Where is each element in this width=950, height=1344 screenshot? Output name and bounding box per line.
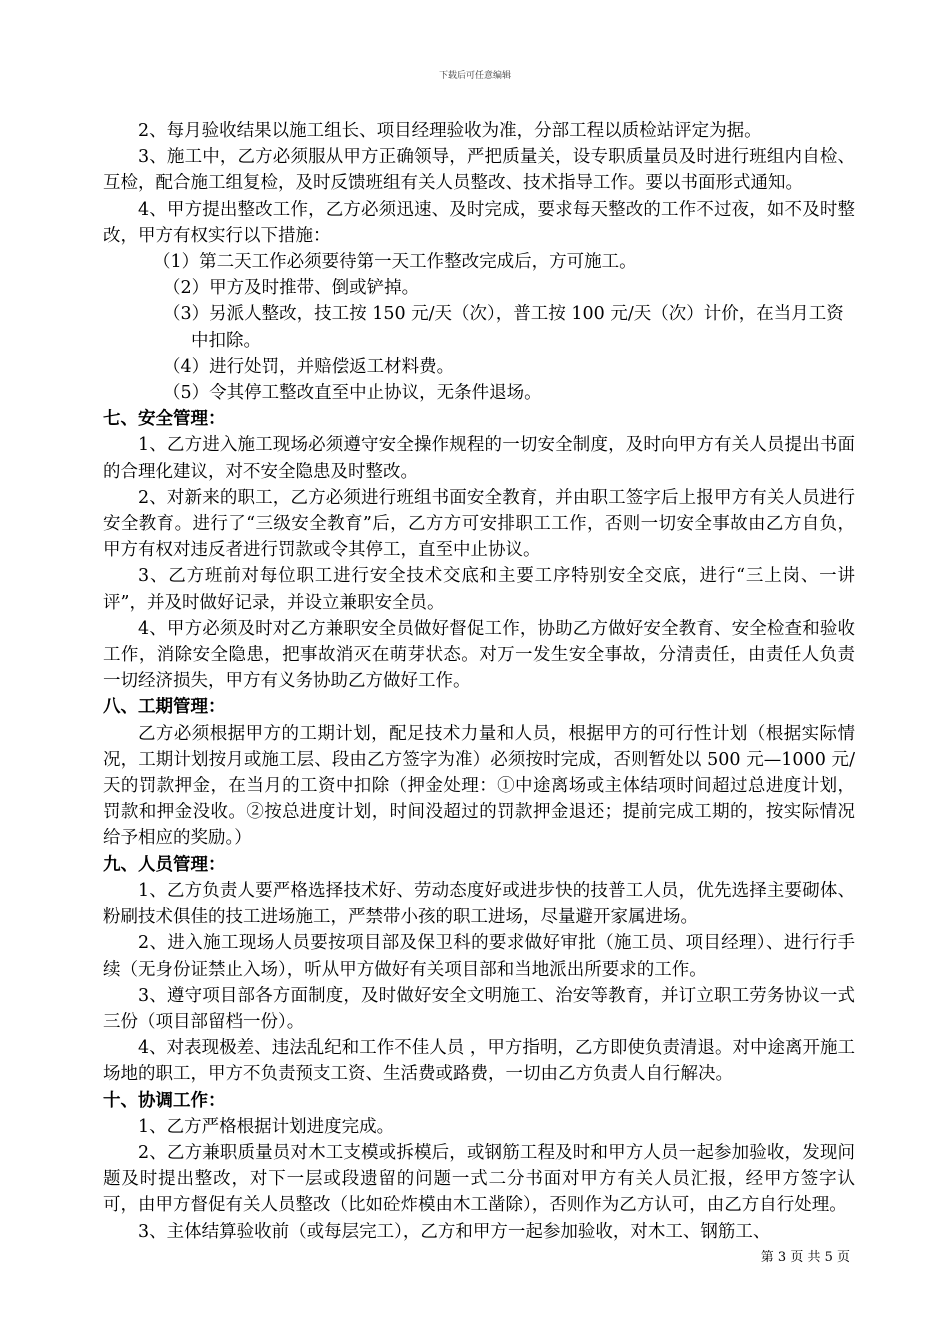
paragraph: 2、进入施工现场人员要按项目部及保卫科的要求做好审批（施工员、项目经理）、进行行手续（无身份证禁止入场），听从甲方做好有关项目部和当地派出所要求的工作。 [103,933,855,980]
paragraph: 3、遵守项目部各方面制度，及时做好安全文明施工、治安等教育，并订立职工劳务协议一式三份（项目部留档一份）。 [103,985,855,1032]
list-item: （3）另派人整改，技工按 150 元/天（次），普工按 100 元/天（次）计价，在当月工资中扣除。 [163,304,844,351]
paragraph: 4、对表现极差、违法乱纪和工作不佳人员 ，甲方指明，乙方即使负责清退。对中途离开施工场地的职工，甲方不负责预支工资、生活费或路费，一切由乙方负责人自行解决。 [103,1038,855,1085]
list-item: （4）进行处罚，并赔偿返工材料费。 [163,356,455,377]
paragraph: 4、甲方提出整改工作，乙方必须迅速、及时完成，要求每天整改的工作不过夜，如不及时整改，甲方有权实行以下措施： [103,199,855,246]
section-heading: 七、安全管理： [103,409,226,430]
paragraph: 1、乙方严格根据计划进度完成。 [138,1116,395,1137]
paragraph: 3、主体结算验收前（或每层完工），乙方和甲方一起参加验收，对木工、钢筋工、 [138,1221,771,1242]
list-item: （1）第二天工作必须要待第一天工作整改完成后，方可施工。 [153,252,637,273]
paragraph: 2、乙方兼职质量员对木工支模或拆模后，或钢筋工程及时和甲方人员一起参加验收，发现问题及时提出整改，对下一层或段遗留的问题一式二分书面对甲方有关人员汇报，经甲方签字认可，由甲方督促有关人员整改（比如砼炸模由木工凿除），否则作为乙方认可，由乙方自行处理。 [103,1142,855,1216]
document-body [103,118,855,1245]
paragraph: 3、乙方班前对每位职工进行安全技术交底和主要工序特别安全交底，进行“三上岗、一讲评”，并及时做好记录，并设立兼职安全员。 [103,566,855,613]
paragraph: 2、每月验收结果以施工组长、项目经理验收为准，分部工程以质检站评定为据。 [138,121,762,141]
paragraph: 4、甲方必须及时对乙方兼职安全员做好督促工作，协助乙方做好安全教育、安全检查和验收工作，消除安全隐患，把事故消灭在萌芽状态。对万一发生安全事故，分清责任，由责任人负责一切经济损失，甲方有义务协助乙方做好工作。 [103,618,855,692]
section-heading: 九、人员管理： [103,854,226,875]
paragraph: 1、乙方负责人要严格选择技术好、劳动态度好或进步快的技普工人员，优先选择主要砌体、粉刷技术俱佳的技工进场施工，严禁带小孩的职工进场，尽量避开家属进场。 [103,880,855,928]
header-note: 下载后可任意编辑 [438,71,511,81]
paragraph: 1、乙方进入施工现场必须遵守安全操作规程的一切安全制度，及时向甲方有关人员提出书面的合理化建议，对不安全隐患及时整改。 [103,435,855,482]
list-item: （5）令其停工整改直至中止协议，无条件退场。 [163,383,542,404]
paragraph: 乙方必须根据甲方的工期计划，配足技术力量和人员，根据甲方的可行性计划（根据实际情况，工期计划按月或施工层、段由乙方签字为准）必须按时完成，否则暂处以 500 元—1000 元/天的罚款押金，在当月的工资中扣除（押金处理：①中途离场或主体结项时间超过总进度计划，罚款和押金没收。②按总进度计划，时间没超过的罚款押金退还；提前完成工期的，按实际情况给予相应的奖励。） [103,723,855,849]
paragraph: 3、施工中，乙方必须服从甲方正确领导，严把质量关，设专职质量员及时进行班组内自检、互检，配合施工组复检，及时反馈班组有关人员整改、技术指导工作。要以书面形式通知。 [103,147,855,194]
page-number: 第 3 页 共 5 页 [760,1250,850,1265]
section-heading: 十、协调工作： [103,1090,226,1111]
section-heading: 八、工期管理： [103,697,226,718]
list-item: （2）甲方及时推带、倒或铲掉。 [163,278,420,299]
paragraph: 2、对新来的职工，乙方必须进行班组书面安全教育，并由职工签字后上报甲方有关人员进行安全教育。进行了“三级安全教育”后，乙方方可安排职工工作，否则一切安全事故由乙方自负，甲方有权对违反者进行罚款或令其停工，直至中止协议。 [103,487,855,561]
